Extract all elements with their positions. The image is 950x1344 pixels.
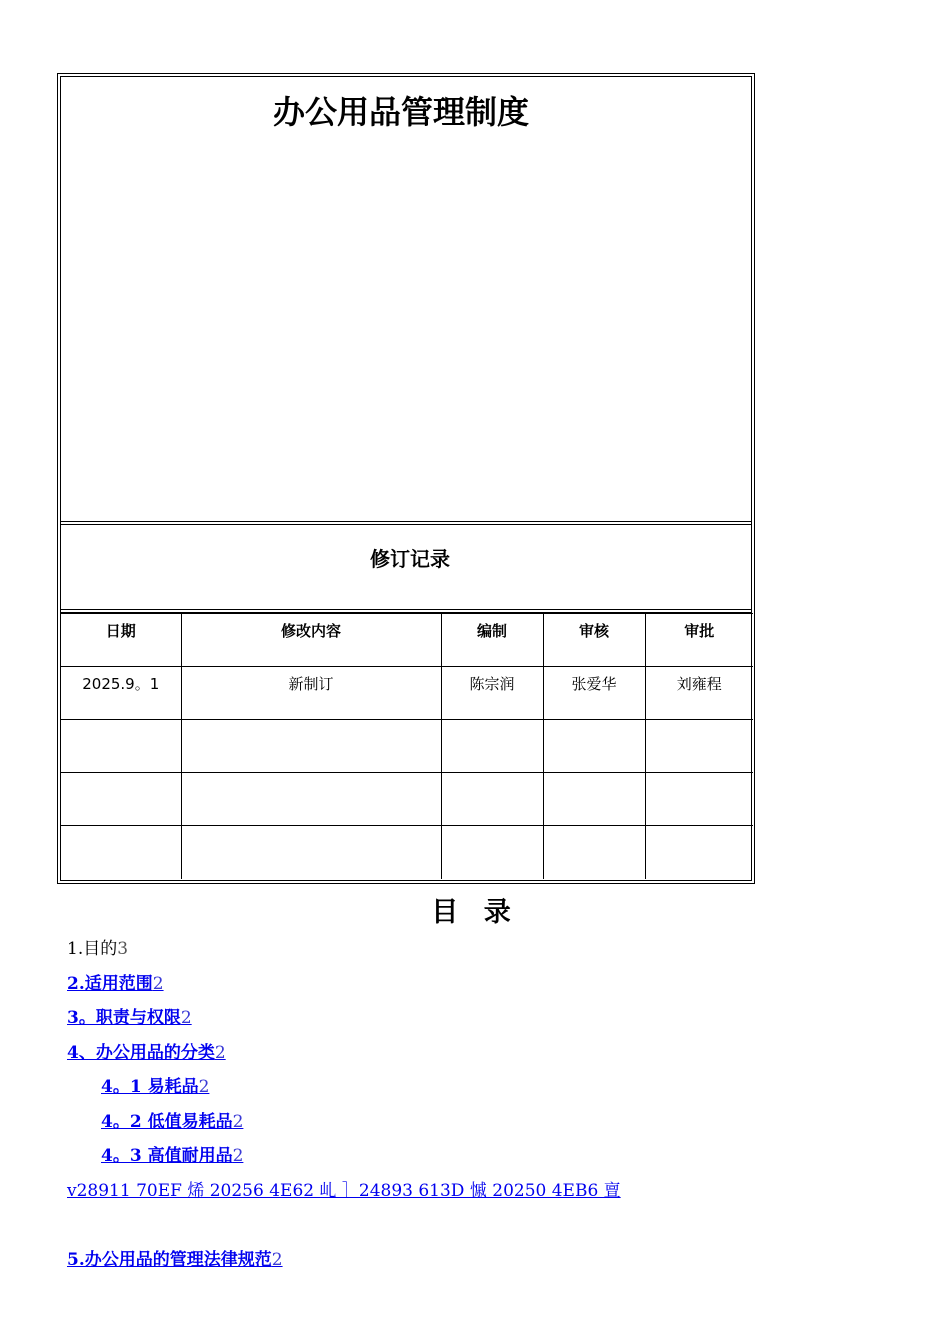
table-row [61, 826, 753, 879]
toc-page-number: 2 [198, 1077, 210, 1097]
table-row [61, 720, 753, 773]
document-inner-frame [60, 76, 752, 881]
table-cell [441, 826, 543, 879]
table-cell: 刘雍程 [645, 667, 753, 720]
document-frame [57, 73, 755, 884]
column-header-approver: 审批 [645, 614, 753, 667]
toc-item-label: 4。2 低值易耗品 [101, 1112, 233, 1132]
toc-page-number: 2 [180, 1008, 192, 1028]
toc-item-label: 4、办公用品的分类 [67, 1043, 215, 1063]
divider [61, 609, 751, 610]
toc-link-responsibilities[interactable] [67, 1003, 192, 1028]
table-cell [645, 773, 753, 826]
table-cell [645, 720, 753, 773]
table-cell [61, 773, 181, 826]
toc-item-label: v28911 70EF 烯 20256 4E62 乢 ］24893 613D 慽 20250 4EB6 亶 [67, 1181, 621, 1201]
table-cell [645, 826, 753, 879]
toc-link-low-value-consumables[interactable] [101, 1107, 243, 1132]
toc-item-label: 3。职责与权限 [67, 1008, 181, 1028]
toc-heading: 目 录 [431, 897, 519, 928]
toc-item-label: 1.目的 [67, 939, 118, 959]
table-cell [181, 720, 441, 773]
revision-table [61, 613, 753, 879]
toc-item-label: 5.办公用品的管理法律规范 [67, 1250, 272, 1270]
table-row [61, 773, 753, 826]
toc-link-scope[interactable] [67, 969, 164, 994]
toc-page-number: 2 [152, 974, 164, 994]
toc-page-number: 2 [232, 1146, 244, 1166]
column-header-reviewer: 审核 [543, 614, 645, 667]
table-cell: 2025.9。1 [61, 667, 181, 720]
table-cell [441, 773, 543, 826]
table-cell: 新制订 [181, 667, 441, 720]
divider [61, 521, 751, 522]
toc-page-number: 2 [232, 1112, 244, 1132]
table-row [61, 667, 753, 720]
table-cell [61, 826, 181, 879]
toc-page-number: 2 [214, 1043, 226, 1063]
table-cell [441, 720, 543, 773]
divider [61, 524, 751, 525]
document-title: 办公用品管理制度 [272, 93, 529, 131]
toc-link-classification[interactable] [67, 1038, 226, 1063]
table-cell [181, 826, 441, 879]
toc-link-consumables[interactable] [101, 1072, 209, 1097]
toc-link-management-rules[interactable] [67, 1245, 283, 1270]
toc-item-label: 4。3 高值耐用品 [101, 1146, 233, 1166]
toc-link-high-value-durables[interactable] [101, 1141, 243, 1166]
column-header-author: 编制 [441, 614, 543, 667]
table-header-row [61, 614, 753, 667]
column-header-date: 日期 [61, 614, 181, 667]
toc-item-label: 4。1 易耗品 [101, 1077, 199, 1097]
table-cell [543, 773, 645, 826]
toc-page-number: 3 [117, 939, 129, 959]
toc-page-number: 2 [271, 1250, 283, 1270]
revision-heading: 修订记录 [370, 547, 450, 571]
toc-link-garbled[interactable] [67, 1176, 621, 1201]
table-cell [181, 773, 441, 826]
table-cell: 陈宗润 [441, 667, 543, 720]
table-cell [543, 826, 645, 879]
column-header-change: 修改内容 [181, 614, 441, 667]
table-cell [61, 720, 181, 773]
table-cell [543, 720, 645, 773]
toc-item-label: 2.适用范围 [67, 974, 153, 994]
table-cell: 张爱华 [543, 667, 645, 720]
toc-item-purpose [67, 934, 128, 959]
